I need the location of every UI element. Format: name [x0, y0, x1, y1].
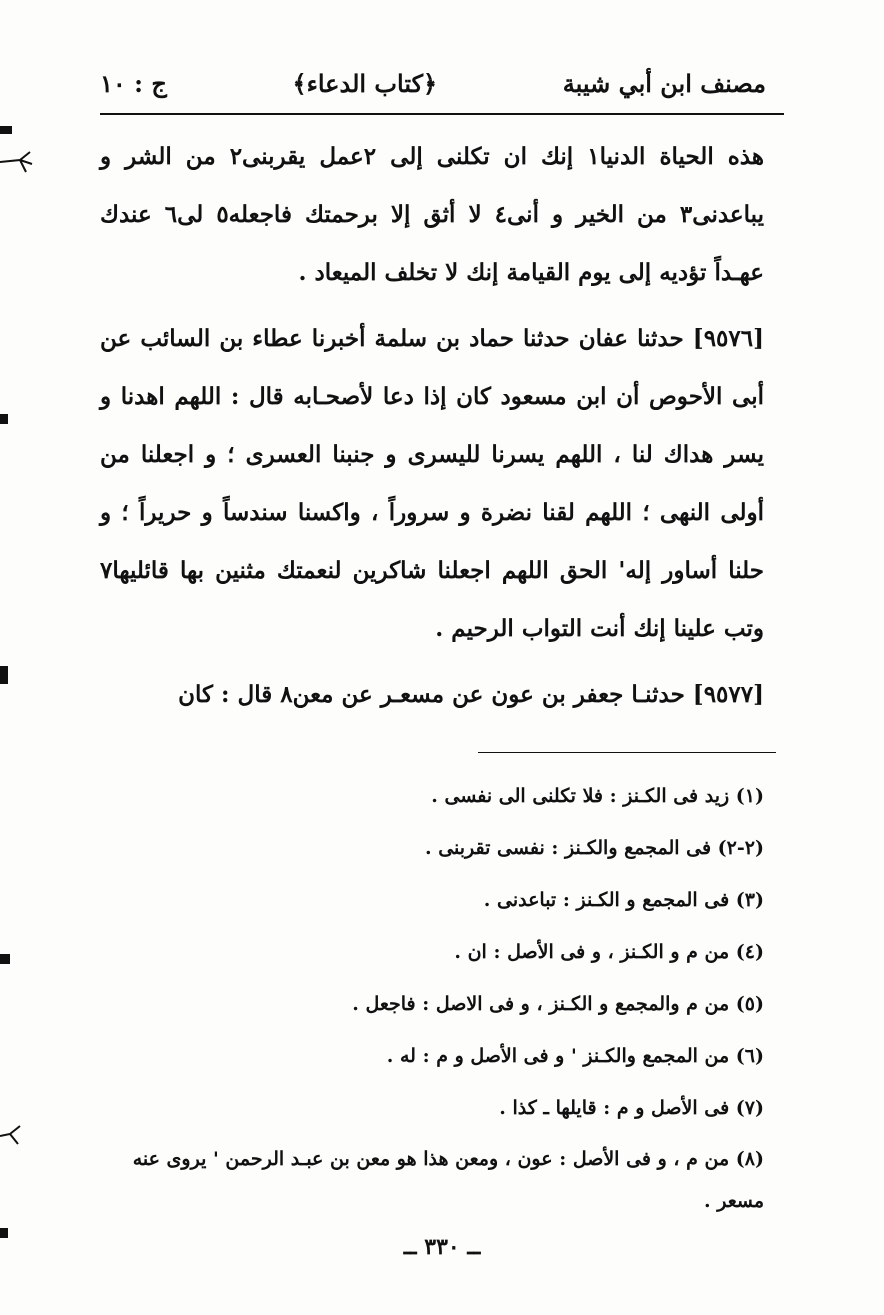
book-title: مصنف ابن أبي شيبة — [562, 68, 766, 98]
footnote-6: (٦) من المجمع والكـنز ' و فى الأصل و م : له . — [386, 1045, 764, 1067]
footnotes — [100, 770, 764, 1222]
running-header — [100, 52, 766, 114]
footnote-7: (٧) فى الأصل و م : قايلها ـ كذا . — [499, 1097, 764, 1119]
main-text — [100, 128, 764, 732]
volume-number: ج : ١٠ — [100, 68, 167, 98]
footnote-4: (٤) من م و الكـنز ، و فى الأصل : ان . — [454, 941, 764, 963]
scan-mark — [0, 1224, 12, 1244]
header-rule — [100, 113, 784, 115]
footnote-rule — [478, 752, 776, 753]
paragraph-continuation: هذه الحياة الدنيا١ إنك ان تكلنى إلى ٢عمل يقربنى٢ من الشر و يباعدنى٣ من الخير و أنى٤ لا أثق إلا برحمتك فاجعله٥ لى٦ عندك عهـداً تؤديه إلى يوم القيامة إنك لا تخلف الميعاد . — [100, 143, 765, 286]
footnote-3: (٣) فى المجمع و الكـنز : تباعدنى . — [483, 889, 764, 911]
footnote-8: (٨) من م ، و فى الأصل : عون ، ومعن هذا هو معن بن عبـد الرحمن ' يروى عنه مسعر . — [132, 1148, 764, 1212]
scan-mark — [0, 662, 12, 688]
paragraph-hadith-9577: [٩٥٧٧] حدثنـا جعفر بن عون عن مسعـر عن معن٨ قال : كان — [178, 681, 764, 708]
paragraph-hadith-9576: [٩٥٧٦] حدثنا عفان حدثنا حماد بن سلمة أخبرنا عطاء بن السائب عن أبى الأحوص أن ابن مسعود كان إذا دعا لأصحـابه قال : اللهم اهدنا و يسر هداك لنا ، اللهم يسرنا لليسرى و جنبنا العسرى ؛ و اجعلنا من أولى النهى ؛ اللهم لقنا نضرة و سروراً ، واكسنا سندساً و حريراً ؛ و حلنا أساور إله' الحق اللهم اجعلنا شاكرين لنعمتك مثنين بها قائليها٧ وتب علينا إنك أنت التواب الرحيم . — [100, 325, 764, 642]
footnote-1: (١) زيد فى الكـنز : فلا تكلنى الى نفسى . — [431, 785, 764, 807]
page-number: ــ ٣٣٠ ــ — [403, 1234, 481, 1260]
footnote-5: (٥) من م والمجمع و الكـنز ، و فى الاصل : فاجعل . — [352, 993, 764, 1015]
scan-mark — [0, 1122, 24, 1148]
scan-mark — [0, 150, 40, 174]
scan-mark — [0, 120, 12, 140]
scan-mark — [0, 950, 12, 970]
footnote-2: (٢-٢) فى المجمع والكـنز : نفسى تقربنى . — [424, 837, 764, 859]
scan-mark — [0, 410, 12, 430]
chapter-title: ﴿كتاب الدعاء﴾ — [292, 68, 438, 98]
